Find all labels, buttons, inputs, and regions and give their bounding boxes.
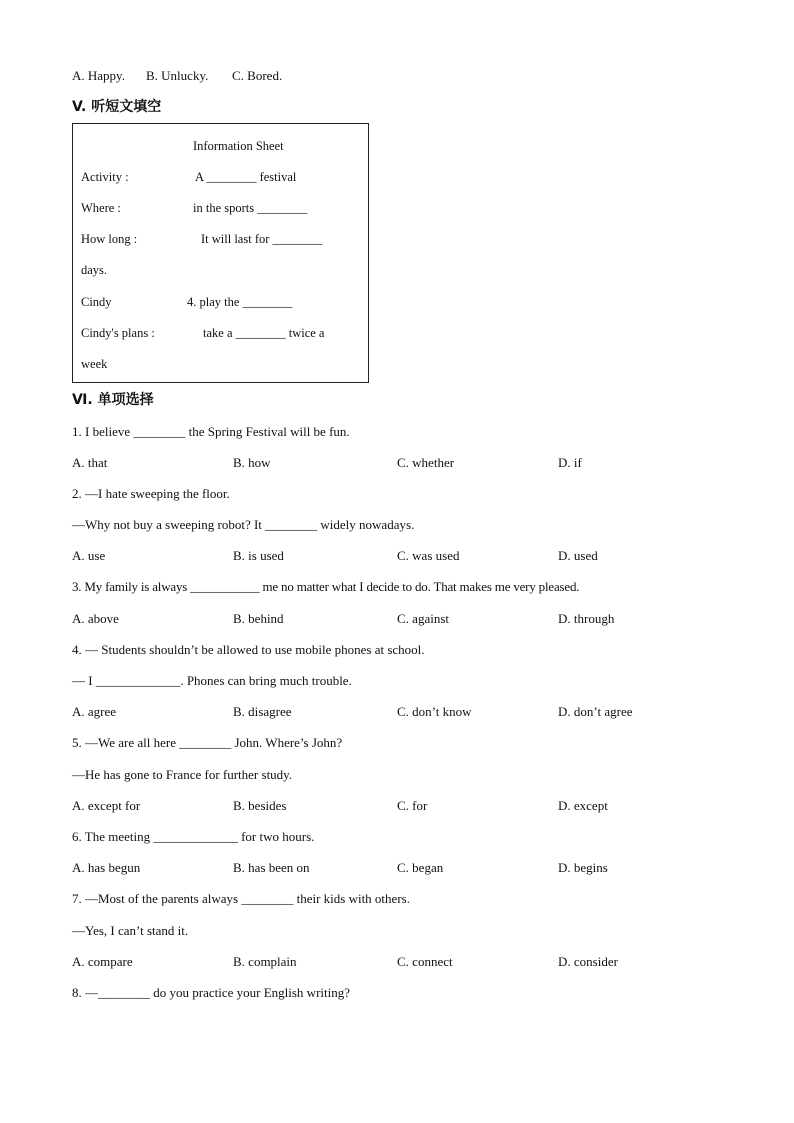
sheet-value-cindy: 4. play the ________ (187, 295, 293, 309)
question-1-option-a: A. that (72, 455, 108, 470)
question-2-option-b: B. is used (233, 548, 284, 563)
sheet-label-cindy: Cindy (81, 295, 112, 309)
sheet-label-how-long: How long : (81, 232, 138, 246)
question-5-stem: 5. —We are all here ________ John. Where’s John? (72, 735, 343, 750)
question-1-option-c: C. whether (397, 455, 455, 470)
question-3-option-a: A. above (72, 611, 119, 626)
question-4-stem: 4. — Students shouldn’t be allowed to use mobile phones at school. (72, 642, 425, 657)
question-2-option-d: D. used (558, 548, 598, 563)
prev-option-c: C. Bored. (232, 68, 283, 83)
sheet-label-where: Where : (81, 201, 121, 215)
question-2-stem: 2. —I hate sweeping the floor. (72, 486, 230, 501)
sheet-value-activity: A ________ festival (195, 170, 297, 184)
question-6-option-b: B. has been on (233, 860, 310, 875)
question-4-option-a: A. agree (72, 704, 117, 719)
question-8-stem: 8. —________ do you practice your English writing? (72, 985, 351, 1000)
question-6-option-c: C. began (397, 860, 444, 875)
question-4-stem-line-2: — I _____________. Phones can bring much trouble. (72, 673, 352, 688)
question-6-option-a: A. has begun (72, 860, 141, 875)
question-6-option-d: D. begins (558, 860, 608, 875)
question-5-option-c: C. for (397, 798, 428, 813)
question-2-option-a: A. use (72, 548, 106, 563)
sheet-label-week: week (81, 357, 108, 371)
question-3-option-d: D. through (558, 611, 615, 626)
section-6-heading: Ⅵ. 单项选择 (72, 392, 154, 408)
question-4-option-b: B. disagree (233, 704, 292, 719)
question-3-option-c: C. against (397, 611, 449, 626)
question-1-option-b: B. how (233, 455, 271, 470)
sheet-label-plans: Cindy's plans : (81, 326, 155, 340)
question-4-option-c: C. don’t know (397, 704, 472, 719)
question-7-stem: 7. —Most of the parents always ________ their kids with others. (72, 891, 410, 906)
question-1-option-d: D. if (558, 455, 582, 470)
question-7-option-b: B. complain (233, 954, 297, 969)
prev-option-a: A. Happy. (72, 68, 125, 83)
question-7-option-d: D. consider (558, 954, 618, 969)
sheet-label-activity: Activity : (81, 170, 129, 184)
question-1-stem: 1. I believe ________ the Spring Festival will be fun. (72, 424, 350, 439)
section-5-heading: V. 听短文填空 (72, 99, 162, 115)
question-5-option-a: A. except for (72, 798, 141, 813)
sheet-value-how-long: It will last for ________ (201, 232, 323, 246)
sheet-label-days: days. (81, 263, 108, 277)
sheet-value-plans: take a ________ twice a (203, 326, 325, 340)
question-7-stem-line-2: —Yes, I can’t stand it. (72, 923, 189, 938)
question-2-stem-line-2: —Why not buy a sweeping robot? It ________ widely nowadays. (72, 517, 415, 532)
question-5-option-b: B. besides (233, 798, 287, 813)
question-3-stem: 3. My family is always ___________ me no matter what I decide to do. That makes me very pleased. (72, 579, 580, 594)
question-6-stem: 6. The meeting _____________ for two hours. (72, 829, 315, 844)
information-sheet (72, 123, 369, 383)
question-7-option-c: C. connect (397, 954, 453, 969)
question-4-option-d: D. don’t agree (558, 704, 633, 719)
question-2-option-c: C. was used (397, 548, 460, 563)
prev-option-b: B. Unlucky. (146, 68, 209, 83)
question-5-option-d: D. except (558, 798, 608, 813)
question-7-option-a: A. compare (72, 954, 133, 969)
question-5-stem-line-2: —He has gone to France for further study. (72, 767, 293, 782)
sheet-value-where: in the sports ________ (193, 201, 308, 215)
question-3-option-b: B. behind (233, 611, 284, 626)
sheet-title: Information Sheet (193, 139, 284, 153)
